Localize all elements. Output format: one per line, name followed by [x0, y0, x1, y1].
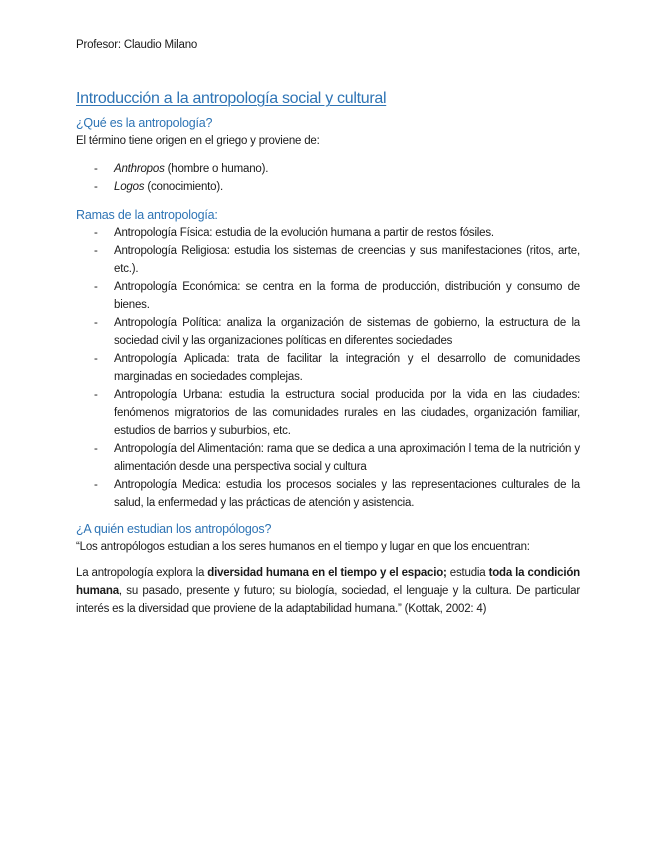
- section-heading-branches: Ramas de la antropología:: [76, 208, 218, 222]
- list-item: [76, 178, 580, 196]
- para-bold-1: diversidad humana en el tiempo y el espacio;: [207, 567, 447, 579]
- list-item: - Antropología Aplicada: trata de facilitar la integración y el desarrollo de comunidades marginadas en sociedades complejas.: [76, 350, 580, 386]
- list-item: - Antropología Política: analiza la organización de sistemas de gobierno, la estructura de la sociedad civil y las organizaciones políticas en diferentes sociedades: [76, 314, 580, 350]
- origin-paragraph: El término tiene origen en el griego y proviene de:: [76, 135, 320, 147]
- branches-list: [76, 224, 580, 512]
- list-item: - Antropología Religiosa: estudia los sistemas de creencias y sus manifestaciones (ritos, arte, etc.).: [76, 242, 580, 278]
- list-item: - Antropología del Alimentación: rama que se dedica a una aproximación l tema de la nutrición y alimentación desde una perspectiva social y cultura: [76, 440, 580, 476]
- section-heading-what-is: ¿Qué es la antropología?: [76, 116, 213, 130]
- document-body: [76, 88, 580, 618]
- term-logos-meaning: (conocimiento).: [144, 181, 223, 193]
- list-item: - Antropología Medica: estudia los procesos sociales y las representaciones culturales de la salud, la enfermedad y las prácticas de atención y asistencia.: [76, 476, 580, 512]
- term-logos: Logos: [114, 181, 145, 193]
- list-item: - Antropología Económica: se centra en la forma de producción, distribución y consumo de bienes.: [76, 278, 580, 314]
- term-anthropos-meaning: (hombre o humano).: [164, 163, 269, 175]
- para-text-3: , su pasado, presente y futuro; su biología, sociedad, el lenguaje y la cultura. De particular interés es la diversidad que proviene de la adaptabilidad humana.” (Kottak, 2002: 4): [76, 585, 580, 615]
- document-title: Introducción a la antropología social y cultural: [76, 90, 387, 107]
- list-item: - Antropología Física: estudia de la evolución humana a partir de restos fósiles.: [76, 224, 580, 242]
- list-item: - Antropología Urbana: estudia la estructura social producida por la vida en las ciudades: fenómenos migratorios de las comunidades rurales en las ciudades, organización familiar, estudios de barrios y suburbios, etc.: [76, 386, 580, 440]
- para-text-1: La antropología explora la: [76, 567, 208, 579]
- quote-paragraph: “Los antropólogos estudian a los seres humanos en el tiempo y lugar en que los encuentran:: [76, 541, 530, 553]
- para-bold-2: toda la condición humana: [76, 567, 580, 597]
- term-anthropos: Anthropos: [114, 163, 165, 175]
- professor-header: Profesor: Claudio Milano: [76, 39, 198, 51]
- para-text-2: estudia: [446, 567, 489, 579]
- origin-list: [76, 160, 580, 196]
- list-item: [76, 160, 580, 178]
- section-heading-who: ¿A quién estudian los antropólogos?: [76, 522, 272, 536]
- kottak-paragraph: [76, 564, 580, 618]
